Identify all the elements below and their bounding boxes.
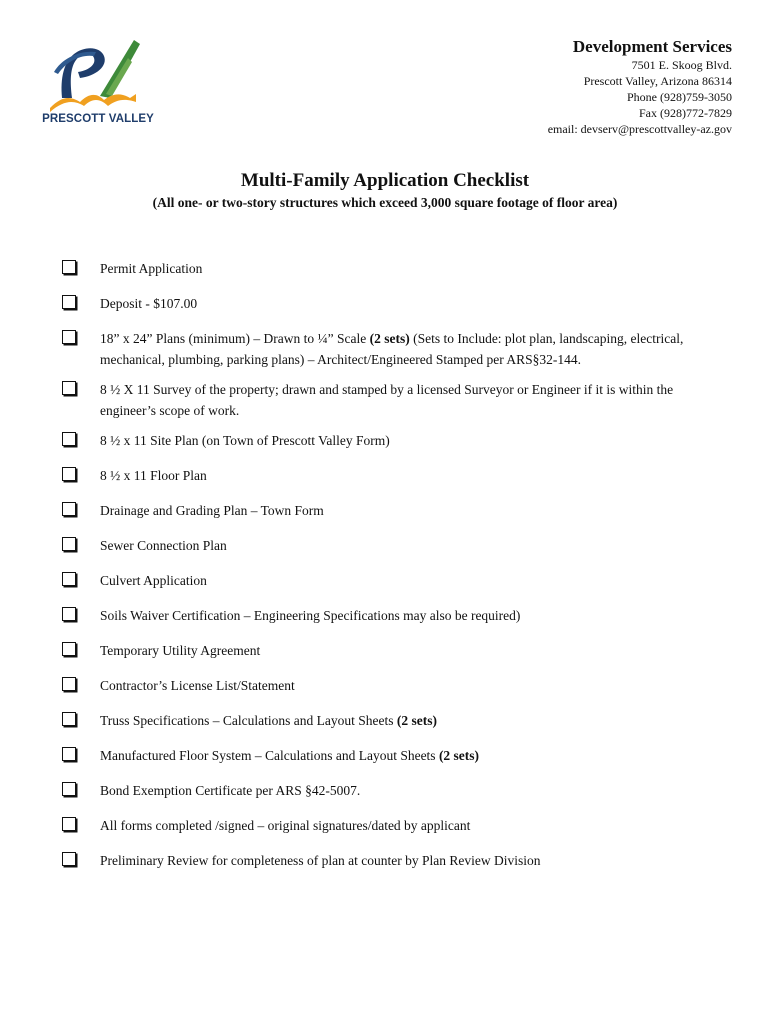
item-text: Manufactured Floor System – Calculations and Layout Sheets — [100, 748, 439, 763]
checklist-item — [62, 379, 722, 421]
checklist-item-text — [100, 430, 390, 451]
item-text: Truss Specifications – Calculations and Layout Sheets — [100, 713, 397, 728]
checklist-item-text — [100, 640, 260, 661]
checkbox[interactable] — [62, 677, 76, 691]
item-text: 8 ½ x 11 Site Plan (on Town of Prescott Valley Form) — [100, 433, 390, 448]
checkbox[interactable] — [62, 260, 76, 274]
checkbox[interactable] — [62, 747, 76, 761]
checklist-item-text — [100, 815, 470, 836]
checklist-item-text — [100, 535, 227, 556]
page-title: Multi-Family Application Checklist — [240, 170, 530, 191]
item-text: Deposit - $107.00 — [100, 296, 198, 311]
checkbox[interactable] — [62, 381, 76, 395]
address-line-2: Prescott Valley, Arizona 86314 — [583, 74, 732, 88]
item-bold-text: (2 sets) — [396, 713, 437, 728]
checkbox[interactable] — [62, 642, 76, 656]
checklist-item — [62, 293, 722, 314]
checklist-item-text — [100, 605, 520, 626]
checklist-item-text — [100, 675, 295, 696]
checkbox[interactable] — [62, 502, 76, 516]
item-text: Culvert Application — [100, 573, 207, 588]
item-text: All forms completed /signed – original signatures/dated by applicant — [100, 818, 471, 833]
checklist-item-text — [100, 500, 324, 521]
checkbox[interactable] — [62, 572, 76, 586]
logo-mark-icon — [40, 38, 158, 118]
item-text: Contractor’s License List/Statement — [100, 678, 295, 693]
checkbox[interactable] — [62, 817, 76, 831]
item-text: Soils Waiver Certification – Engineering Specifications may also be required) — [100, 608, 521, 623]
item-text: Temporary Utility Agreement — [100, 643, 261, 658]
checklist-item-text — [100, 850, 541, 871]
contact-block — [548, 36, 732, 137]
checklist-item — [62, 710, 722, 731]
checklist-item — [62, 605, 722, 626]
checklist — [62, 258, 722, 885]
checkbox[interactable] — [62, 782, 76, 796]
phone-number: Phone (928)759-3050 — [627, 90, 732, 104]
checklist-item-text — [100, 258, 202, 279]
checklist-item — [62, 570, 722, 591]
checkbox[interactable] — [62, 330, 76, 344]
email-address: email: devserv@prescottvalley-az.gov — [547, 122, 732, 136]
checklist-item — [62, 465, 722, 486]
checkbox[interactable] — [62, 467, 76, 481]
checklist-item-text — [100, 293, 197, 314]
checklist-item — [62, 430, 722, 451]
item-text: Preliminary Review for completeness of plan at counter by Plan Review Division — [100, 853, 541, 868]
checklist-item — [62, 500, 722, 521]
item-text: Sewer Connection Plan — [100, 538, 227, 553]
address-line-1: 7501 E. Skoog Blvd. — [631, 58, 732, 72]
checklist-item — [62, 850, 722, 871]
checkbox[interactable] — [62, 607, 76, 621]
item-text: Drainage and Grading Plan – Town Form — [100, 503, 324, 518]
logo-text: PRESCOTT VALLEY — [42, 113, 154, 125]
checklist-item — [62, 640, 722, 661]
checklist-item-text — [100, 570, 207, 591]
checklist-item — [62, 328, 722, 370]
checklist-item-text — [100, 328, 722, 370]
item-bold-text: (2 sets) — [369, 331, 410, 346]
item-text: Permit Application — [100, 261, 203, 276]
checkbox[interactable] — [62, 432, 76, 446]
title-block — [0, 170, 770, 212]
checklist-item-text — [100, 465, 207, 486]
item-text: Bond Exemption Certificate per ARS §42-5007. — [100, 783, 361, 798]
checkbox[interactable] — [62, 295, 76, 309]
item-text: 18” x 24” Plans (minimum) – Drawn to ¼” Scale — [100, 331, 370, 346]
checkbox[interactable] — [62, 537, 76, 551]
fax-number: Fax (928)772-7829 — [639, 106, 732, 120]
item-bold-text: (2 sets) — [438, 748, 480, 763]
checklist-item-text — [100, 710, 437, 731]
checklist-item — [62, 815, 722, 836]
checkbox[interactable] — [62, 852, 76, 866]
checklist-item-text — [100, 745, 479, 766]
item-text: 8 ½ X 11 Survey of the property; drawn and stamped by a licensed Surveyor or Engineer if it is within the engineer’s scope of work. — [100, 382, 674, 418]
department-name: Development Services — [572, 37, 732, 56]
checklist-item — [62, 745, 722, 766]
checklist-item — [62, 675, 722, 696]
checklist-item — [62, 780, 722, 801]
checklist-item-text — [100, 780, 360, 801]
item-text: 8 ½ x 11 Floor Plan — [100, 468, 207, 483]
checklist-item — [62, 258, 722, 279]
checkbox[interactable] — [62, 712, 76, 726]
checklist-item-text — [100, 379, 722, 421]
item-text-after: (Sets to Include: plot plan, landscaping, electrical, mechanical, plumbing, parking plans) – Architect/Engineered Stamped per ARS§32-144. — [100, 331, 684, 367]
checklist-item — [62, 535, 722, 556]
page-subtitle: (All one- or two-story structures which exceed 3,000 square footage of floor area) — [152, 195, 618, 210]
